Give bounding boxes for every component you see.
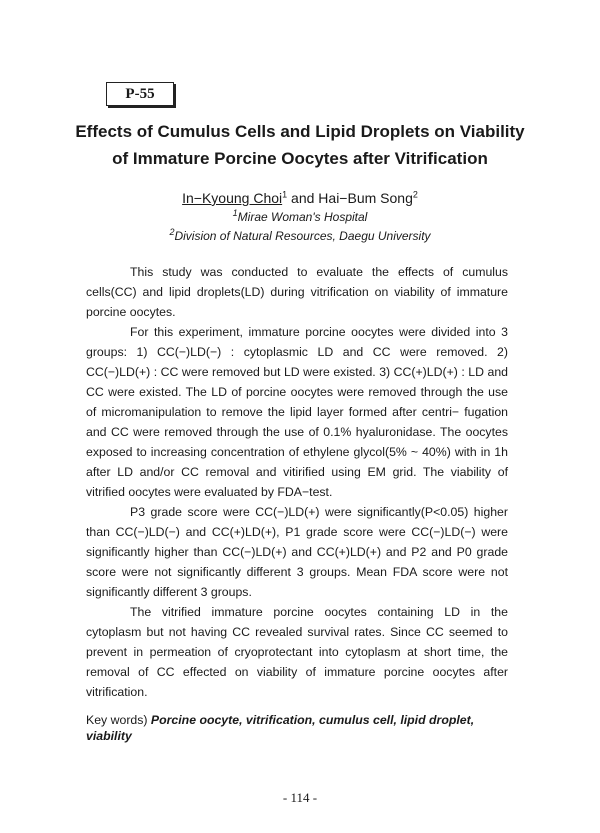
author-1-sup: 1: [282, 189, 288, 200]
abstract-paragraph-2: For this experiment, immature porcine oocytes were divided into 3 groups: 1) CC(−)LD(−) : cytoplasmic LD and CC were removed. 2) CC(−)LD(+) : CC were removed but LD were existed. 3) CC(+)LD(+) : LD and CC were existed. The LD of porcine oocytes were removed through the use of micromanipulation to remove the lipid layer formed after centri− fugation and CC were removed through the use of 0.1% hyaluronidase. The oocytes exposed to increasing concentration of ethylene glycol(5% ~ 40%) with in 1h after LD and/or CC removal and vitirified using EM grid. The viability of vitrified oocytes were evaluated by FDA−test.: [86, 325, 508, 499]
poster-code-box: [106, 82, 174, 106]
affiliation-2-text: Division of Natural Resources, Daegu University: [174, 229, 431, 243]
keywords-line: [86, 712, 516, 744]
author-line: [60, 189, 540, 207]
author-2: Hai−Bum Song: [318, 190, 413, 206]
abstract-paragraph-3: P3 grade score were CC(−)LD(+) were significantly(P<0.05) higher than CC(−)LD(−) and CC(+)LD(+), P1 grade score were CC(−)LD(−) were significantly higher than CC(−)LD(+) and CC(+)LD(+) and P2 and P0 grade score were not significantly different 3 groups. Mean FDA score were not significantly different 3 groups.: [86, 505, 508, 599]
keywords-label: Key words): [86, 713, 151, 727]
abstract-paragraph-4: The vitrified immature porcine oocytes containing LD in the cytoplasm but not having CC revealed survival rates. Since CC seemed to prevent in permeation of cryoprotectant into cytoplasm at short time, the removal of CC effected on viability of immature porcine oocytes after vitrification.: [86, 605, 508, 699]
affiliation-1-text: Mirae Woman's Hospital: [237, 210, 368, 224]
abstract-body: [86, 262, 508, 702]
title-line-1: Effects of Cumulus Cells and Lipid Droplets on Viability: [75, 122, 525, 141]
keywords-text: Porcine oocyte, vitrification, cumulus cell, lipid droplet, viability: [86, 713, 475, 743]
author-2-sup: 2: [412, 189, 418, 200]
poster-code: P-55: [125, 85, 155, 102]
author-connector: and: [287, 190, 319, 206]
affiliation-2-sup: 2: [169, 227, 175, 237]
abstract-paragraph-1: This study was conducted to evaluate the effects of cumulus cells(CC) and lipid droplets(LD) during vitrification on viability of immature porcine oocytes.: [86, 265, 508, 319]
title-line-2: of Immature Porcine Oocytes after Vitrification: [112, 149, 488, 168]
author-1: In−Kyoung Choi: [182, 190, 283, 206]
affiliation-1: [60, 209, 540, 225]
page-number: - 114 -: [282, 790, 318, 805]
affiliation-1-sup: 1: [232, 208, 238, 218]
paper-title: [60, 118, 540, 172]
affiliation-2: [60, 228, 540, 244]
